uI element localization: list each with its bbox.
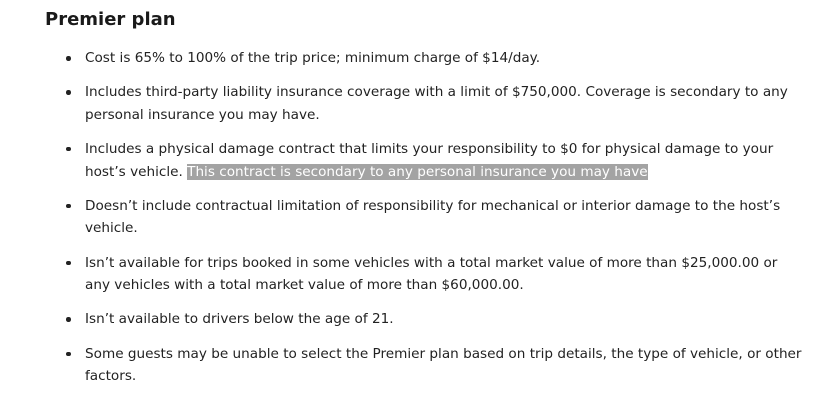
list-item-eligibility [85, 343, 805, 388]
plan-details-list [45, 47, 805, 388]
list-item-text: Cost is 65% to 100% of the trip price; minimum charge of $14/day. [85, 50, 541, 66]
list-item-driver-age [85, 308, 805, 331]
section-title: Premier plan [45, 9, 176, 30]
list-item-market-value [85, 252, 805, 297]
list-item-cost [85, 47, 805, 70]
list-item-text: Isn’t available to drivers below the age of 21. [85, 311, 394, 328]
list-item-text: Includes a physical damage contract that limits your responsibility to $0 for physical damage to your host’s vehicle. [85, 140, 774, 180]
list-item-text: Doesn’t include contractual limitation of responsibility for mechanical or interior damage to the host’s vehicle. [85, 197, 781, 237]
list-item-text: Isn’t available for trips booked in some vehicles with a total market value of more than $25,000.00 or any vehicles with a total market value of more than $60,000.00. [85, 254, 778, 294]
list-item-text: Includes third-party liability insurance coverage with a limit of $750,000. Coverage is secondary to any personal insurance you may have. [85, 84, 788, 123]
list-item-text: Some guests may be unable to select the Premier plan based on trip details, the type of vehicle, or other factors. [85, 345, 802, 385]
list-item-liability [85, 81, 805, 126]
list-item-mechanical-damage [85, 195, 805, 240]
list-item-physical-damage [85, 138, 805, 183]
selected-text-highlight[interactable]: This contract is secondary to any personal insurance you may have [187, 163, 648, 180]
